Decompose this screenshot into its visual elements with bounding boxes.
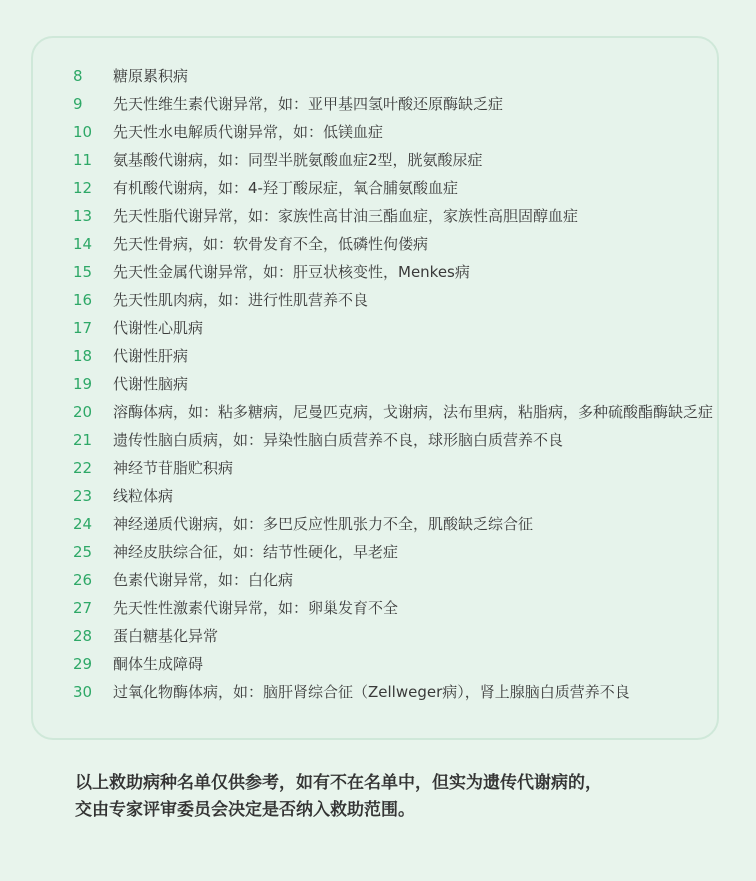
list-item [0, 372, 756, 400]
list-item [0, 652, 756, 680]
item-number: 13 [73, 207, 93, 225]
list-item [0, 204, 756, 232]
item-text: 代谢性肝病 [113, 347, 189, 365]
item-number: 21 [73, 431, 93, 449]
item-number: 14 [73, 235, 93, 253]
item-number: 17 [73, 319, 93, 337]
item-number: 27 [73, 599, 93, 617]
item-text: 线粒体病 [113, 487, 174, 505]
list-item [0, 540, 756, 568]
item-text: 先天性金属代谢异常，如：肝豆状核变性，Menkes病 [113, 263, 470, 281]
item-number: 9 [73, 95, 83, 113]
item-text: 酮体生成障碍 [113, 655, 204, 673]
footer-line-2: 交由专家评审委员会决定是否纳入救助范围。 [75, 800, 415, 820]
item-number: 30 [73, 683, 93, 701]
list-item [0, 232, 756, 260]
list-item [0, 64, 756, 92]
item-number: 8 [73, 67, 83, 85]
item-number: 12 [73, 179, 93, 197]
item-text: 有机酸代谢病，如：4-羟丁酸尿症，氧合脯氨酸血症 [113, 179, 458, 197]
disease-list [0, 64, 756, 708]
item-number: 29 [73, 655, 93, 673]
list-item [0, 120, 756, 148]
item-number: 20 [73, 403, 93, 421]
item-text: 代谢性心肌病 [113, 319, 204, 337]
list-item [0, 624, 756, 652]
item-number: 19 [73, 375, 93, 393]
item-number: 11 [73, 151, 93, 169]
list-item [0, 316, 756, 344]
list-item [0, 344, 756, 372]
item-text: 先天性水电解质代谢异常，如：低镁血症 [113, 123, 384, 141]
item-number: 15 [73, 263, 93, 281]
item-text: 神经递质代谢病，如：多巴反应性肌张力不全，肌酸缺乏综合征 [113, 515, 534, 533]
footer-note [75, 770, 715, 824]
item-text: 先天性骨病，如：软骨发育不全，低磷性佝偻病 [113, 235, 429, 253]
item-text: 先天性肌肉病，如：进行性肌营养不良 [113, 291, 369, 309]
list-item [0, 484, 756, 512]
item-text: 色素代谢异常，如：白化病 [113, 571, 294, 589]
item-text: 溶酶体病，如：粘多糖病，尼曼匹克病，戈谢病，法布里病，粘脂病，多种硫酸酯酶缺乏症 [113, 403, 714, 421]
item-text: 代谢性脑病 [113, 375, 189, 393]
list-item [0, 176, 756, 204]
item-number: 28 [73, 627, 93, 645]
item-number: 25 [73, 543, 93, 561]
item-number: 23 [73, 487, 93, 505]
item-text: 先天性脂代谢异常，如：家族性高甘油三酯血症，家族性高胆固醇血症 [113, 207, 579, 225]
item-text: 糖原累积病 [113, 67, 189, 85]
list-item [0, 428, 756, 456]
list-item [0, 288, 756, 316]
list-item [0, 568, 756, 596]
footer-line-1: 以上救助病种名单仅供参考，如有不在名单中，但实为遗传代谢病的， [75, 773, 602, 793]
list-item [0, 512, 756, 540]
item-text: 神经皮肤综合征，如：结节性硬化，早老症 [113, 543, 399, 561]
item-text: 遗传性脑白质病，如：异染性脑白质营养不良，球形脑白质营养不良 [113, 431, 564, 449]
item-text: 蛋白糖基化异常 [113, 627, 219, 645]
list-item [0, 400, 756, 428]
list-item [0, 92, 756, 120]
item-text: 神经节苷脂贮积病 [113, 459, 234, 477]
item-number: 22 [73, 459, 93, 477]
list-item [0, 680, 756, 708]
item-text: 过氧化物酶体病，如：脑肝肾综合征（Zellweger病），肾上腺脑白质营养不良 [113, 683, 630, 701]
item-number: 26 [73, 571, 93, 589]
list-item [0, 456, 756, 484]
item-text: 氨基酸代谢病，如：同型半胱氨酸血症2型，胱氨酸尿症 [113, 151, 483, 169]
list-item [0, 596, 756, 624]
item-number: 18 [73, 347, 93, 365]
list-item [0, 260, 756, 288]
item-text: 先天性维生素代谢异常，如：亚甲基四氢叶酸还原酶缺乏症 [113, 95, 504, 113]
item-text: 先天性性激素代谢异常，如：卵巢发育不全 [113, 599, 399, 617]
item-number: 16 [73, 291, 93, 309]
item-number: 24 [73, 515, 93, 533]
item-number: 10 [73, 123, 93, 141]
list-item [0, 148, 756, 176]
